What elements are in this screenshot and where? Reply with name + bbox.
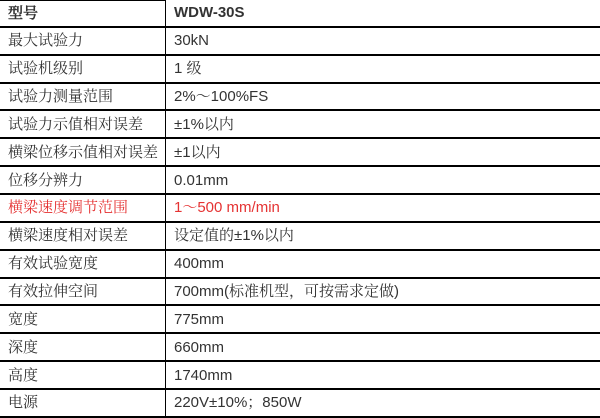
table-row [0,167,600,195]
spec-value-cell: ±1以内 [174,143,221,161]
spec-value-cell: 设定值的±1%以内 [174,227,294,245]
table-row [0,84,600,112]
spec-value-cell: 1～500 mm/min [174,199,280,217]
spec-name-cell: 试验力示值相对误差 [0,111,166,137]
spec-value-cell: 775mm [174,310,225,328]
spec-name-cell: 宽度 [0,306,166,332]
table-row [0,334,600,362]
table-row [0,28,600,56]
table-row [0,390,600,416]
table-header-row [0,0,600,28]
spec-value-cell: 700mm(标准机型，可按需求定做) [174,283,400,301]
spec-value-cell: 1740mm [174,366,233,384]
spec-name-cell: 试验机级别 [0,56,166,82]
spec-value-cell: 220V±10%；850W [174,394,302,412]
spec-name-cell: 高度 [0,362,166,388]
spec-name-cell: 有效拉伸空间 [0,279,166,305]
spec-name-cell: 型号 [0,0,166,26]
spec-name-cell: 横梁速度调节范围 [0,195,166,221]
spec-name-cell: 电源 [0,390,166,416]
spec-value-cell: ±1%以内 [174,115,234,133]
spec-name-cell: 试验力测量范围 [0,84,166,110]
table-row [0,362,600,390]
table-row [0,223,600,251]
table-row [0,56,600,84]
spec-value-cell: 660mm [174,338,225,356]
spec-value-cell: 400mm [174,255,225,273]
spec-name-cell: 深度 [0,334,166,360]
spec-value-cell: 0.01mm [174,171,229,189]
spec-value-cell: WDW-30S [174,4,245,22]
table-row [0,279,600,307]
table-row-highlighted [0,195,600,223]
spec-name-cell: 位移分辨力 [0,167,166,193]
table-row [0,306,600,334]
spec-value-cell: 2%～100%FS [174,88,269,105]
spec-value-cell: 30kN [174,32,210,50]
spec-name-cell: 横梁位移示值相对误差 [0,139,166,165]
table-row [0,251,600,279]
spec-value-cell: 1 级 [174,60,202,78]
spec-name-cell: 最大试验力 [0,28,166,54]
table-row [0,111,600,139]
table-row [0,139,600,167]
spec-name-cell: 横梁速度相对误差 [0,223,166,249]
spec-name-cell: 有效试验宽度 [0,251,166,277]
